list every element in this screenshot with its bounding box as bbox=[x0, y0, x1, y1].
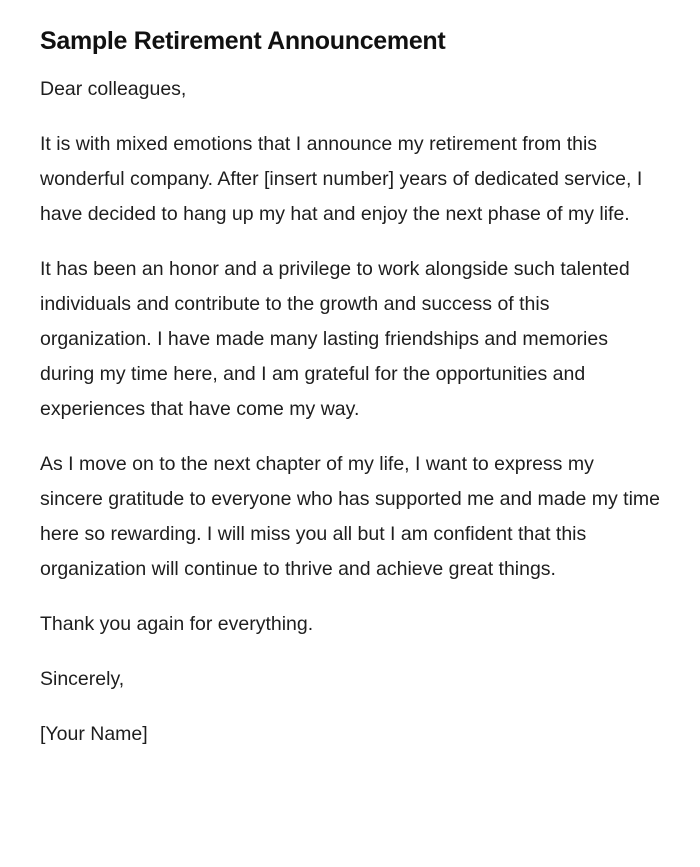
salutation: Dear colleagues, bbox=[40, 78, 187, 100]
paragraph-next-chapter: As I move on to the next chapter of my life, I want to express my sincere gratitude to everyone who has supported me and made my time here so rewarding. I will miss you all but I am confident that this organization will continue to thrive and achieve great things. bbox=[40, 453, 661, 580]
paragraph-gratitude-work: It has been an honor and a privilege to work alongside such talented individuals and contribute to the growth and success of this organization. I have made many lasting friendships and memories during my time here, and I am grateful for the opportunities and experiences that have come my way. bbox=[40, 258, 630, 420]
paragraph-announcement: It is with mixed emotions that I announce my retirement from this wonderful company. After [insert number] years of dedicated service, I have decided to hang up my hat and enjoy the next phase of my life. bbox=[40, 133, 643, 225]
closing: Sincerely, bbox=[40, 668, 125, 690]
signature-placeholder: [Your Name] bbox=[40, 723, 148, 745]
paragraph-thank-you: Thank you again for everything. bbox=[40, 613, 314, 635]
document-title: Sample Retirement Announcement bbox=[40, 27, 446, 55]
